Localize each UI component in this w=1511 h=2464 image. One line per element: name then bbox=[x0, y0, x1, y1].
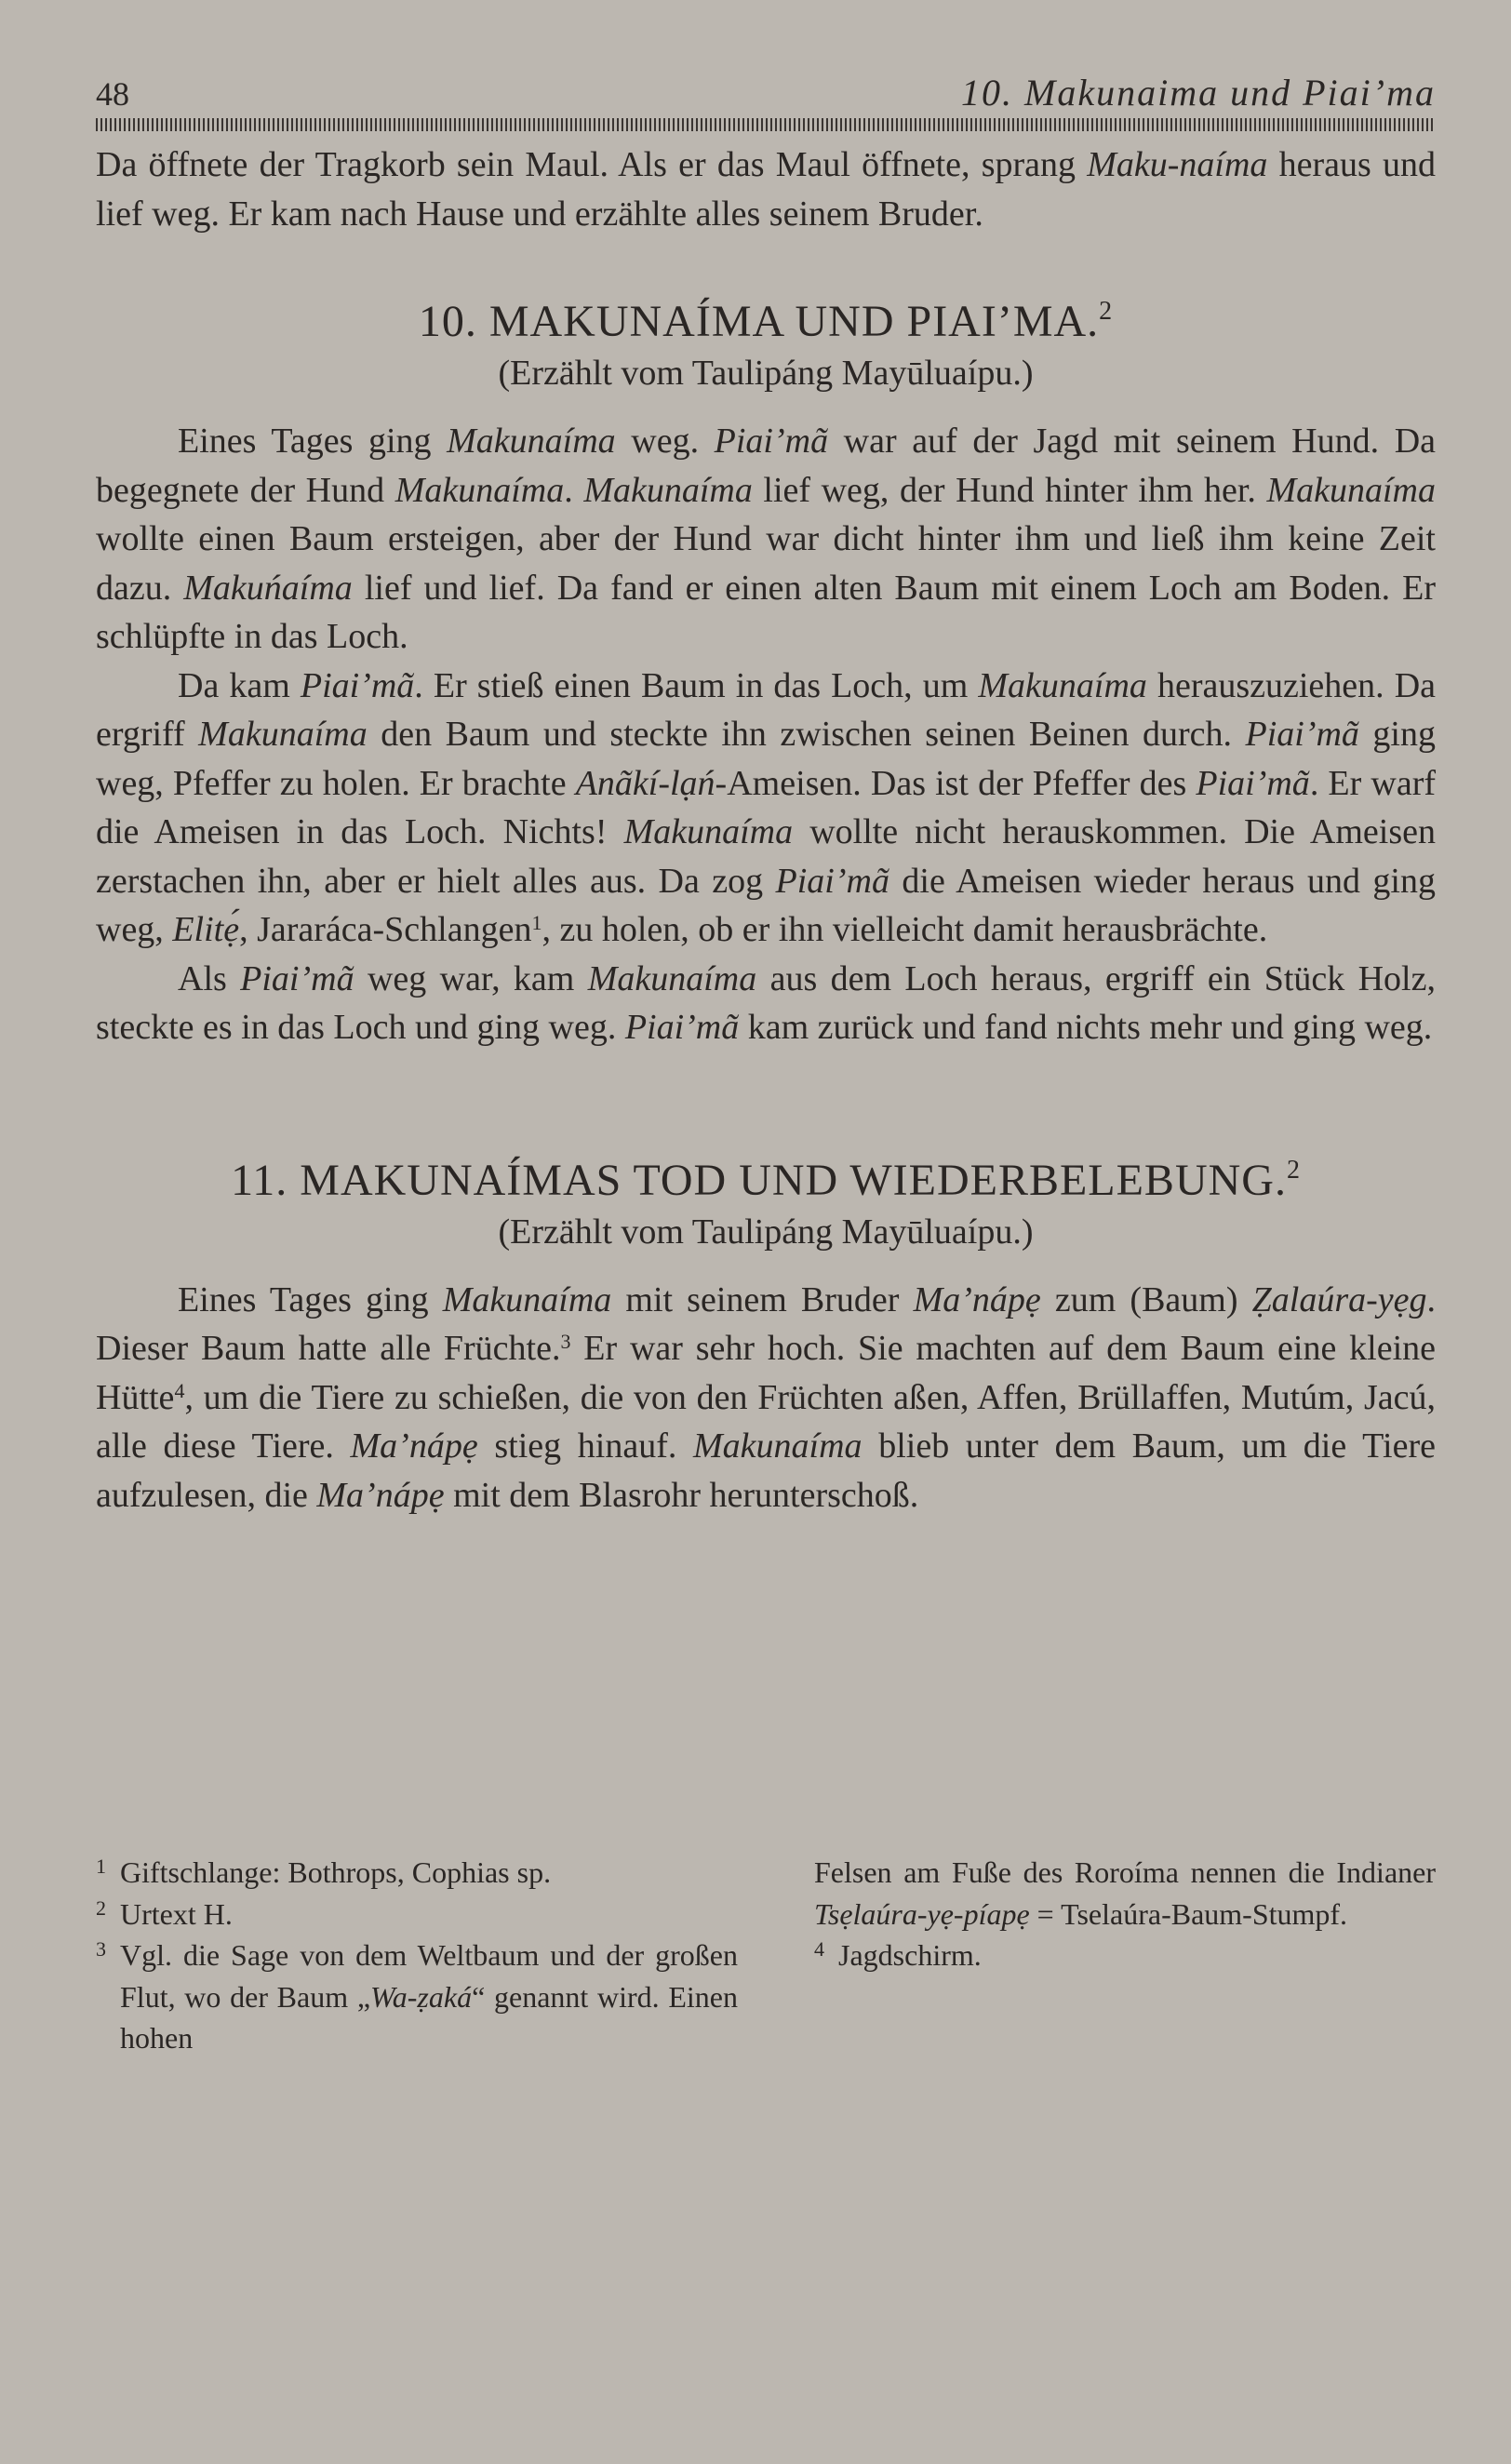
footnote-number: 3 bbox=[96, 1937, 106, 1961]
text-run: wollte einen Baum ersteigen, aber der Hund war dicht hinter ihm und ließ ihm keine Zeit dazu. bbox=[96, 519, 1436, 608]
footnote-4 bbox=[814, 1935, 1436, 1976]
name-run: Ma’nápẹ bbox=[350, 1426, 478, 1466]
text-run: stieg hinauf. bbox=[477, 1426, 694, 1466]
text-run: kam zurück und fand nichts mehr und ging weg. bbox=[739, 1008, 1433, 1047]
text-run: weg. bbox=[615, 422, 715, 461]
text-run: Felsen am Fuße des Roroíma nennen die Indianer bbox=[814, 1855, 1436, 1889]
text-run: lief und lief. Da fand er einen alten Baum mit einem Loch am Boden. Er schlüpfte in das Loch. bbox=[96, 568, 1436, 656]
page-header bbox=[96, 73, 1436, 114]
section-11-narrator: (Erzählt vom Taulipáng Mayūluaípu.) bbox=[498, 1212, 1034, 1252]
text-run: wollte nicht herauskommen. Die Ameisen zerstachen ihn, aber er hielt alles aus. Da zog bbox=[96, 812, 1437, 901]
name-run: Elitẹ́ bbox=[172, 910, 240, 949]
text-run: Er war sehr hoch. Sie machten auf dem Baum eine kleine Hütte bbox=[96, 1329, 1436, 1417]
text-run: . bbox=[564, 470, 584, 510]
text-run: Da öffnete der Tragkorb sein Maul. Als er das Maul öffnete, sprang bbox=[96, 145, 1088, 184]
text-run: aus dem Loch heraus, ergriff ein Stück Holz, steckte es in das Loch und ging weg. bbox=[96, 958, 1436, 1047]
intro-paragraph bbox=[96, 141, 1436, 238]
name-run: Ma’nápẹ bbox=[316, 1475, 445, 1515]
name-run: Maku-naíma bbox=[1087, 145, 1268, 184]
text-run: Eines Tages ging bbox=[178, 422, 448, 461]
section-10-narrator: (Erzählt vom Taulipáng Mayūluaípu.) bbox=[498, 354, 1034, 393]
name-run: Ma’nápẹ bbox=[913, 1279, 1041, 1319]
footnote-text bbox=[120, 1935, 738, 2059]
text-run: . Er stieß einen Baum in das Loch, um bbox=[414, 665, 979, 705]
text-run: mit dem Blasrohr herunterschoß. bbox=[444, 1475, 919, 1515]
name-run: Piai’mã bbox=[714, 422, 829, 461]
name-run: Makuńaíma bbox=[183, 568, 353, 608]
text-run: herauszuziehen. Da ergriff bbox=[96, 665, 1437, 754]
section-10-title bbox=[96, 294, 1436, 350]
name-run: Piai’mã bbox=[300, 665, 415, 705]
text-run: war auf der Jagd mit seinem Hund. Da begegnete der Hund bbox=[96, 422, 1437, 510]
text-run: heraus und lief weg. Er kam nach Hause und erzählte alles seinem Bruder. bbox=[96, 145, 1436, 234]
footnote-number: 2 bbox=[96, 1895, 106, 1920]
footnote-ref: 1 bbox=[531, 911, 542, 934]
title-text: 10. MAKUNAÍMA UND PIAI’MA. bbox=[418, 297, 1100, 346]
text-run: weg war, kam bbox=[354, 958, 588, 998]
text-run: den Baum und steckte ihn zwischen seinen Beinen durch. bbox=[367, 715, 1246, 754]
text-run: “ genannt wird. Einen hohen bbox=[120, 1979, 739, 2055]
name-run: Makunaíma bbox=[447, 422, 616, 461]
page-content bbox=[96, 73, 1436, 1520]
page-number: 48 bbox=[96, 75, 129, 113]
name-run: Makunaíma bbox=[1266, 470, 1436, 510]
section-11-title bbox=[96, 1153, 1436, 1209]
text-run: , zu holen, ob er ihn vielleicht damit herausbrächte. bbox=[542, 910, 1268, 949]
section-10-paragraph-1 bbox=[96, 417, 1436, 662]
name-run: Anãkí-lạń bbox=[575, 763, 715, 803]
section-11-paragraph-1 bbox=[96, 1276, 1436, 1520]
name-run: Makunaíma bbox=[978, 665, 1147, 705]
text-run: Vgl. die Sage von dem Weltbaum und der großen Flut, wo der Baum „ bbox=[120, 1938, 738, 2014]
footnote-3-continuation bbox=[814, 1852, 1436, 1935]
footnotes bbox=[96, 1852, 1436, 2059]
section-10-paragraph-2 bbox=[96, 662, 1436, 955]
name-run: Makunaíma bbox=[442, 1279, 612, 1319]
footnote-ref: 2 bbox=[1099, 297, 1114, 326]
name-run: Makunaíma bbox=[623, 812, 794, 851]
text-run: lief weg, der Hund hinter ihm her. bbox=[752, 470, 1267, 510]
text-run: mit seinem Bruder bbox=[611, 1279, 914, 1319]
name-run: Tsẹlaúra-yẹ-píapẹ bbox=[814, 1896, 1030, 1931]
title-text: 11. MAKUNAÍMAS TOD UND WIEDERBELEBUNG. bbox=[231, 1155, 1287, 1205]
text-run: blieb unter dem Baum, um die Tiere aufzulesen, die bbox=[96, 1426, 1436, 1515]
name-run: Piai’mã bbox=[624, 1008, 740, 1047]
text-run: ging weg, Pfeffer zu holen. Er brachte bbox=[96, 715, 1436, 803]
footnote-2 bbox=[96, 1894, 738, 1935]
section-10-paragraph-3 bbox=[96, 955, 1436, 1052]
footnote-number: 4 bbox=[814, 1937, 824, 1961]
name-run: Makunaíma bbox=[587, 958, 757, 998]
footnote-ref: 3 bbox=[560, 1330, 571, 1353]
name-run: Makunaíma bbox=[693, 1426, 862, 1466]
footnotes-right-column bbox=[814, 1852, 1436, 2059]
name-run: Wa-ẓaká bbox=[370, 1979, 473, 2014]
text-run: -Ameisen. Das ist der Pfeffer des bbox=[715, 763, 1197, 803]
text-run: . Er warf die Ameisen in das Loch. Nichts! bbox=[96, 763, 1436, 851]
footnote-number: 1 bbox=[96, 1855, 106, 1878]
name-run: Ẓalaúra-yẹg bbox=[1251, 1279, 1427, 1319]
footnote-text: Giftschlange: Bothrops, Cophias sp. bbox=[120, 1855, 552, 1889]
name-run: Makunaíma bbox=[394, 470, 565, 510]
text-run: , um die Tiere zu schießen, die von den Früchten aßen, Affen, Brüllaffen, Mutúm, Jacú, alle diese Tiere. bbox=[96, 1377, 1436, 1466]
text-run: , Jararáca-Schlangen bbox=[239, 910, 532, 949]
text-run: zum (Baum) bbox=[1040, 1279, 1252, 1319]
footnote-ref: 2 bbox=[1286, 1155, 1301, 1185]
header-rule bbox=[96, 118, 1436, 131]
text-run: Eines Tages ging bbox=[178, 1279, 443, 1319]
footnote-3 bbox=[96, 1935, 738, 2059]
name-run: Makunaíma bbox=[198, 715, 368, 754]
text-run: Da kam bbox=[178, 665, 301, 705]
name-run: Piai’mã bbox=[240, 958, 354, 998]
footnote-ref: 4 bbox=[174, 1378, 185, 1402]
running-title: 10. Makunaima und Piai’ma bbox=[961, 72, 1436, 114]
footnote-text: Urtext H. bbox=[120, 1896, 233, 1931]
footnotes-left-column bbox=[96, 1852, 738, 2059]
text-run: Als bbox=[178, 958, 241, 998]
footnote-text: Jagdschirm. bbox=[838, 1938, 982, 1972]
name-run: Makunaíma bbox=[583, 470, 753, 510]
text-run: = Tselaúra-Baum-Stumpf. bbox=[1029, 1896, 1348, 1931]
text-run: die Ameisen wieder heraus und ging weg, bbox=[96, 861, 1436, 949]
name-run: Piai’mã bbox=[1196, 763, 1310, 803]
name-run: Piai’mã bbox=[1245, 715, 1359, 754]
text-run: . Dieser Baum hatte alle Früchte. bbox=[96, 1279, 1436, 1368]
footnote-1 bbox=[96, 1852, 738, 1894]
name-run: Piai’mã bbox=[775, 861, 889, 901]
